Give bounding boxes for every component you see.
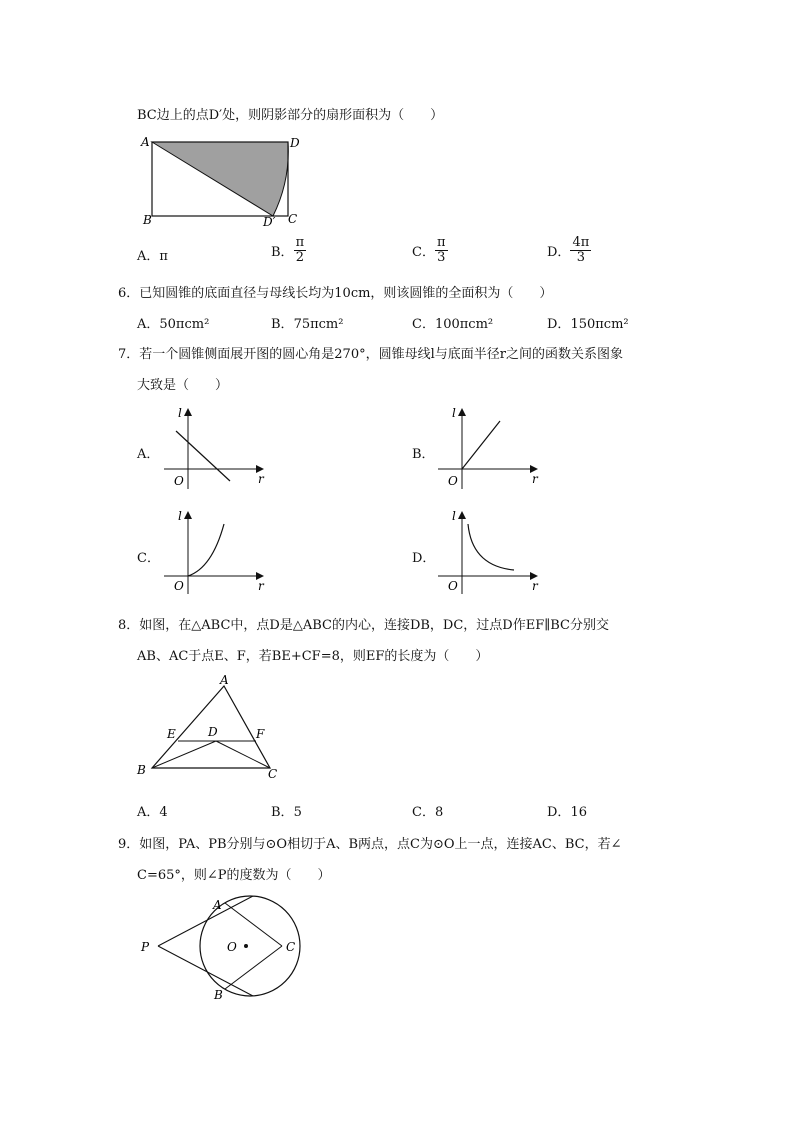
svg-text:O: O	[227, 940, 237, 954]
svg-text:E: E	[167, 727, 176, 741]
q8-stem-line1: 8．如图，在△ABC中，点D是△ABC的内心，连接DB，DC，过点D作EF∥BC分别交	[118, 618, 609, 633]
q9-figure	[134, 893, 314, 1005]
q5-option-a[interactable]: A．π	[137, 249, 168, 264]
q5-option-d-fraction: $\frac{4\pi}{3}$	[572, 235, 590, 265]
q9-tangent-pa	[158, 896, 253, 946]
q7-stem-line2: 大致是（ ）	[137, 378, 229, 393]
svg-text:l: l	[178, 406, 182, 420]
svg-text:F: F	[256, 727, 265, 741]
q8-option-b[interactable]: B．5	[271, 805, 302, 820]
q5-label-A: A	[141, 135, 150, 149]
q7-option-d-label[interactable]: D．	[412, 551, 436, 566]
q5-figure	[140, 132, 310, 230]
svg-text:B: B	[214, 988, 223, 1002]
q7-graph-c-curve	[188, 524, 224, 576]
svg-text:A: A	[213, 898, 222, 912]
q7-graph-d[interactable]	[434, 506, 544, 596]
q6-option-d[interactable]: D．150πcm²	[547, 317, 629, 332]
q5-shaded-sector	[152, 142, 288, 216]
svg-text:l: l	[452, 406, 456, 420]
svg-text:r: r	[258, 579, 264, 593]
q5-option-d[interactable]: D． $\frac{4\pi}{3}$	[547, 235, 590, 265]
q5-option-c[interactable]: C． $\frac{\pi}{3}$	[412, 235, 446, 265]
q7-graph-b[interactable]	[434, 403, 544, 493]
q8-option-a[interactable]: A．4	[137, 805, 168, 820]
q5-label-Dprime: D′	[263, 215, 276, 229]
q7-graph-c[interactable]	[160, 506, 270, 596]
svg-text:B: B	[137, 763, 146, 777]
q9-stem-line1: 9．如图，PA、PB分别与⊙O相切于A、B两点，点C为⊙O上一点，连接AC、BC，若∠	[118, 837, 622, 852]
q6-option-b[interactable]: B．75πcm²	[271, 317, 344, 332]
q5-option-b[interactable]: B． $\frac{\pi}{2}$	[271, 235, 305, 265]
svg-text:l: l	[178, 509, 182, 523]
svg-text:P: P	[141, 940, 150, 954]
q6-option-c[interactable]: C．100πcm²	[412, 317, 494, 332]
q7-option-a-label[interactable]: A．	[137, 447, 160, 462]
svg-text:C: C	[286, 940, 296, 954]
q8-stem-line2: AB、AC于点E、F，若BE+CF=8，则EF的长度为（ ）	[137, 649, 489, 664]
q7-option-c-label[interactable]: C．	[137, 551, 160, 566]
q6-option-a[interactable]: A．50πcm²	[137, 317, 210, 332]
q5-label-C: C	[288, 212, 298, 226]
q8-option-d[interactable]: D．16	[547, 805, 587, 820]
q7-graph-d-curve	[468, 524, 514, 570]
q8-figure	[132, 672, 292, 784]
q7-graph-a[interactable]	[160, 403, 270, 493]
q6-stem: 6．已知圆锥的底面直径与母线长均为10cm，则该圆锥的全面积为（ ）	[118, 286, 553, 301]
q8-option-c[interactable]: C．8	[412, 805, 444, 820]
svg-text:O: O	[448, 579, 458, 593]
q5-stem-continuation: BC边上的点D′处，则阴影部分的扇形面积为（ ）	[137, 108, 444, 123]
svg-text:r: r	[532, 579, 538, 593]
svg-text:r: r	[532, 472, 538, 486]
svg-text:O: O	[174, 474, 184, 488]
q5-label-D: D	[290, 136, 300, 150]
q7-graph-a-curve	[176, 431, 230, 481]
svg-text:O: O	[174, 579, 184, 593]
q5-option-b-fraction: $\frac{\pi}{2}$	[295, 235, 305, 265]
q9-tangent-pb	[158, 946, 253, 996]
q5-label-B: B	[143, 213, 152, 227]
q8-segment-db	[152, 741, 216, 768]
q7-stem-line1: 7．若一个圆锥侧面展开图的圆心角是270°，圆锥母线l与底面半径r之间的函数关系图象	[118, 347, 623, 362]
q5-option-c-fraction: $\frac{\pi}{3}$	[436, 235, 446, 265]
svg-text:r: r	[258, 472, 264, 486]
q7-graph-b-curve	[462, 421, 500, 469]
svg-text:O: O	[448, 474, 458, 488]
q7-option-b-label[interactable]: B．	[412, 447, 435, 462]
q9-stem-line2: C=65°，则∠P的度数为（ ）	[137, 868, 331, 883]
svg-text:A: A	[220, 673, 229, 687]
q9-center-dot	[244, 944, 248, 948]
svg-text:l: l	[452, 509, 456, 523]
svg-text:C: C	[268, 767, 278, 781]
svg-text:D: D	[208, 725, 218, 739]
